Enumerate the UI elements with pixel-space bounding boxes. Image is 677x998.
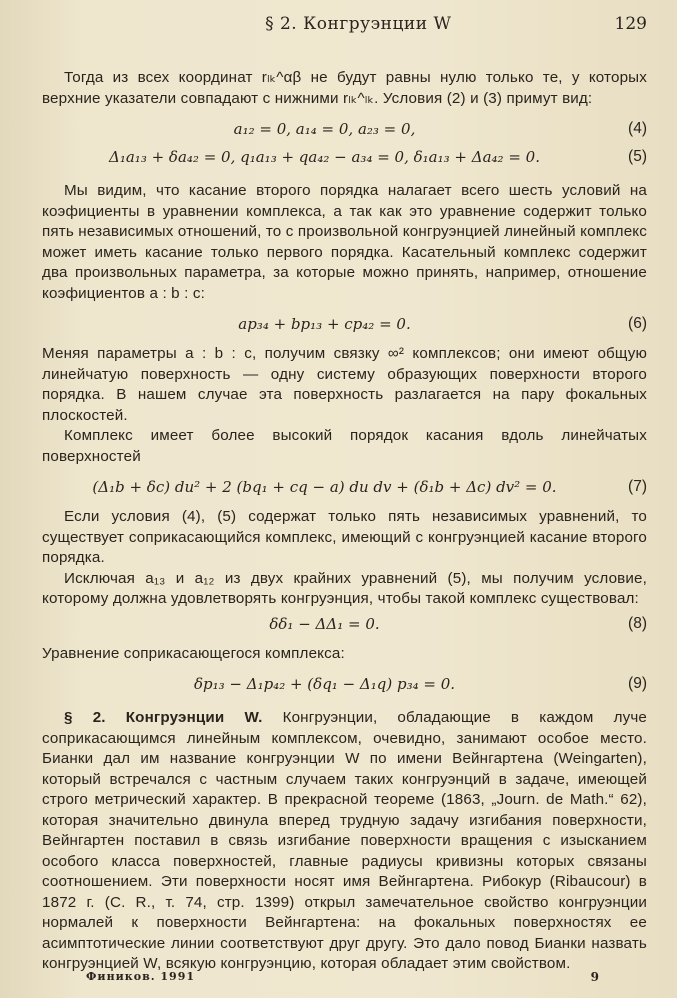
paragraph-higher-contact: Комплекс имеет более высокий порядок касания вдоль линейчатых поверхностей	[42, 427, 647, 465]
paragraph-second-order-contact: Мы видим, что касание второго порядка налагает всего шесть условий на коэфициенты в уравнении комплекса, а так как это уравнение содержит только пять независимых отношений, то с произвольной конгруэнцией линейный комплекс может иметь касание только первого порядка. Касательный комплекс содержит два произвольных параметра, за которые можно принять, например, отношение коэфициентов a : b : c:	[42, 182, 647, 302]
paragraph-parameters: Меняя параметры a : b : c, получим связку ∞² комплексов; они имеют общую линейчатую поверхность — одну систему образующих поверхности второго порядка. В нашем случае эта поверхность разлагается на пару фокальных плоскостей.	[42, 345, 647, 424]
equation-6-number: (6)	[628, 315, 647, 332]
paragraph-coordinates: Тогда из всех координат rₗₖ^αβ не будут равны нулю только те, у которых верхние указатели совпадают с нижними rₗₖ^ₗₖ. Условия (2) и (3) примут вид:	[42, 69, 647, 107]
page-number: 129	[614, 14, 647, 34]
equation-4	[42, 115, 647, 143]
equation-9	[42, 670, 647, 698]
equation-7-number: (7)	[628, 478, 647, 495]
page-footer	[86, 970, 599, 984]
section-heading: § 2. Конгруэнции W.	[64, 709, 263, 726]
equation-4-number: (4)	[628, 120, 647, 137]
paragraph-complex-equation: Уравнение соприкасающегося комплекса:	[42, 644, 345, 662]
equation-6	[42, 310, 647, 338]
running-head	[42, 14, 647, 46]
running-head-title: § 2. Конгруэнции W	[265, 14, 452, 34]
equation-9-number: (9)	[628, 675, 647, 692]
equation-8-body: δδ₁ − ΔΔ₁ = 0.	[269, 614, 380, 633]
equation-5-body: Δ₁a₁₃ + δa₄₂ = 0, q₁a₁₃ + qa₄₂ − a₃₄ = 0, δ₁a₁₃ + Δa₄₂ = 0.	[109, 148, 540, 166]
equation-9-body: δp₁₃ − Δ₁p₄₂ + (δq₁ − Δ₁q) p₃₄ = 0.	[193, 675, 456, 693]
equation-5-number: (5)	[628, 148, 647, 165]
printer-signature: Фиников. 1991	[86, 970, 196, 983]
equation-7	[42, 473, 647, 501]
sheet-number: 9	[590, 970, 599, 984]
equation-8	[42, 610, 647, 638]
paragraph-eliminating: Исключая a₁₃ и a₁₂ из двух крайних уравнений (5), мы получим условие, которому должна удовлетворять конгруэнция, чтобы такой комплекс существовал:	[42, 569, 647, 607]
equation-5	[42, 143, 647, 171]
section-2-body: Конгруэнции, обладающие в каждом луче соприкасающимся линейным комплексом, очевидно, занимают особое место. Бианки дал им название конгруэнции W по имени Вейнгартена (Weingarten), который встречался с частным случаем таких конгруэнций в задаче, имеющей строго метрический характер. В прекрасной теореме (1863, „Journ. de Math.“ 62), которая значительно двинула вперед трудную задачу изгибания поверхности, Вейнгартен поставил в связь изгибание поверхности вращения с изысканием особого класса поверхностей, главные радиусы кривизны которых связаны соотношением. Эти поверхности носят имя Вейнгартена. Рибокур (Ribaucour) в 1872 г. (C. R., т. 74, стр. 1399) открыл замечательное свойство конгруэнции нормалей к поверхности Вейнгартена: на фокальных поверхностях ее асимптотические линии соответствуют друг другу. Это дало повод Бианки назвать конгруэнцией W, всякую конгруэнцию, которая обладает этим свойством.	[42, 709, 647, 972]
paragraph-section-2	[42, 708, 647, 975]
equation-7-body: (Δ₁b + δc) du² + 2 (bq₁ + cq − a) du dv + (δ₁b + Δc) dv² = 0.	[92, 478, 557, 496]
equation-4-body: a₁₂ = 0, a₁₄ = 0, a₂₃ = 0,	[233, 120, 416, 138]
equation-6-body: ap₃₄ + bp₁₃ + cp₄₂ = 0.	[238, 315, 411, 333]
equation-8-number: (8)	[628, 614, 647, 632]
paragraph-osculating-complex: Если условия (4), (5) содержат только пять независимых уравнений, то существует соприкасающийся комплекс, имеющий с конгруэнцией касание второго порядка.	[42, 508, 647, 566]
